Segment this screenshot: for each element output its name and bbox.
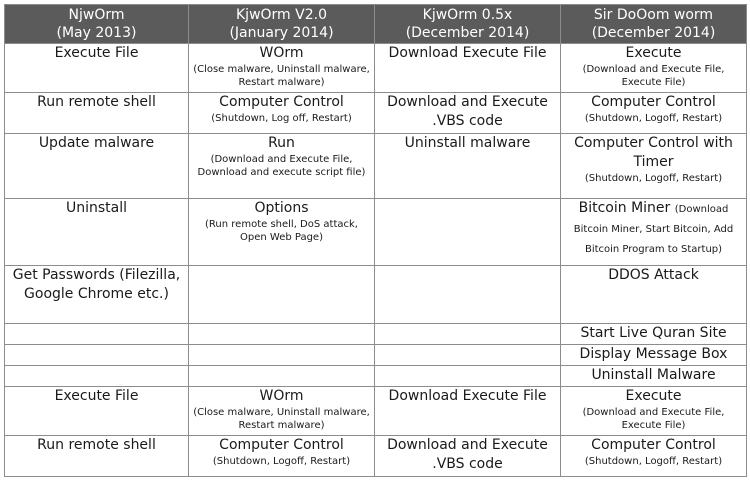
malware-comparison-table <box>4 4 747 477</box>
cell-njworm: Execute File <box>5 387 189 436</box>
header-row <box>5 5 747 44</box>
header-njworm <box>5 5 189 44</box>
cell-kjworm-v2: Computer Control (Shutdown, Log off, Restart) <box>189 93 375 134</box>
cell-kjworm-05x: Download and Execute .VBS code <box>375 436 561 477</box>
header-kjworm-05x <box>375 5 561 44</box>
cell-sir-dooom: Execute (Download and Execute File, Execute File) <box>561 44 747 93</box>
cell-njworm: Uninstall <box>5 199 189 266</box>
cell-njworm <box>5 366 189 387</box>
cell-kjworm-05x: Uninstall malware <box>375 134 561 199</box>
cell-kjworm-v2: WOrm (Close malware, Uninstall malware, Restart malware) <box>189 44 375 93</box>
cell-kjworm-v2 <box>189 266 375 324</box>
header-date: (May 2013) <box>56 25 137 41</box>
cell-sir-dooom: Computer Control (Shutdown, Logoff, Restart) <box>561 93 747 134</box>
cell-kjworm-v2 <box>189 345 375 366</box>
cell-sir-dooom: Start Live Quran Site <box>561 324 747 345</box>
table-row <box>5 324 747 345</box>
cell-kjworm-v2: Computer Control (Shutdown, Logoff, Restart) <box>189 436 375 477</box>
cell-njworm: Execute File <box>5 44 189 93</box>
cell-kjworm-05x <box>375 345 561 366</box>
cell-njworm: Get Passwords (Filezilla, Google Chrome etc.) <box>5 266 189 324</box>
feature-detail: (Download Bitcoin Miner, Start Bitcoin, Add Bitcoin Program to Startup) <box>573 204 734 255</box>
cell-kjworm-05x: Download Execute File <box>375 44 561 93</box>
feature-name: Bitcoin Miner <box>578 200 671 216</box>
header-date: (December 2014) <box>591 25 716 41</box>
cell-njworm: Run remote shell <box>5 93 189 134</box>
cell-njworm <box>5 345 189 366</box>
header-name: Sir DoOom worm <box>593 7 714 23</box>
header-name: KjwOrm 0.5x <box>422 7 513 23</box>
header-name: NjwOrm <box>68 7 125 23</box>
cell-kjworm-05x <box>375 324 561 345</box>
cell-njworm: Run remote shell <box>5 436 189 477</box>
cell-kjworm-05x <box>375 366 561 387</box>
table-row <box>5 134 747 199</box>
table-row <box>5 366 747 387</box>
table-row <box>5 93 747 134</box>
header-name: KjwOrm V2.0 <box>236 7 327 23</box>
header-sir-dooom-worm <box>561 5 747 44</box>
header-date: (December 2014) <box>405 25 530 41</box>
table-row <box>5 44 747 93</box>
cell-sir-dooom: Computer Control with Timer (Shutdown, Logoff, Restart) <box>561 134 747 199</box>
cell-sir-dooom: Display Message Box <box>561 345 747 366</box>
cell-kjworm-v2: Options (Run remote shell, DoS attack, Open Web Page) <box>189 199 375 266</box>
cell-sir-dooom: Execute (Download and Execute File, Execute File) <box>561 387 747 436</box>
cell-njworm: Update malware <box>5 134 189 199</box>
table-row <box>5 345 747 366</box>
cell-kjworm-05x <box>375 266 561 324</box>
table-row <box>5 266 747 324</box>
cell-sir-dooom: Computer Control (Shutdown, Logoff, Restart) <box>561 436 747 477</box>
cell-sir-dooom <box>561 199 747 266</box>
cell-kjworm-v2 <box>189 366 375 387</box>
cell-sir-dooom: DDOS Attack <box>561 266 747 324</box>
header-date: (January 2014) <box>229 25 334 41</box>
cell-sir-dooom: Uninstall Malware <box>561 366 747 387</box>
cell-kjworm-05x <box>375 199 561 266</box>
table-row <box>5 199 747 266</box>
cell-kjworm-05x: Download and Execute .VBS code <box>375 93 561 134</box>
table-row <box>5 436 747 477</box>
table-row <box>5 387 747 436</box>
cell-kjworm-05x: Download Execute File <box>375 387 561 436</box>
cell-njworm <box>5 324 189 345</box>
cell-kjworm-v2: Run (Download and Execute File, Download and execute script file) <box>189 134 375 199</box>
header-kjworm-v2 <box>189 5 375 44</box>
cell-kjworm-v2: WOrm (Close malware, Uninstall malware, Restart malware) <box>189 387 375 436</box>
cell-kjworm-v2 <box>189 324 375 345</box>
